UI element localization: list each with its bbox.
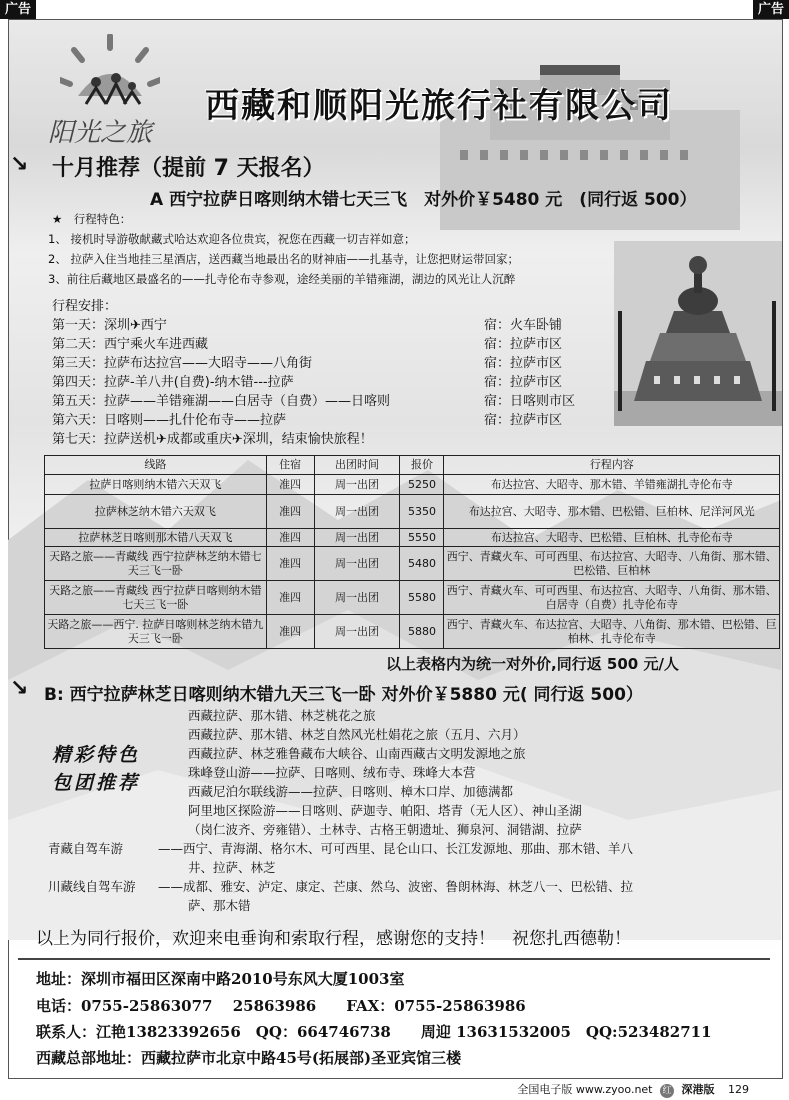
schedule-day-7: 第七天：拉萨送机✈成都或重庆✈深圳，结束愉快旅程！ (52, 432, 373, 447)
company-name: 西藏和顺阳光旅行社有限公司 (205, 86, 673, 126)
feature-1: 1、 接机时导游敬献藏式哈达欢迎各位贵宾，祝您在西藏一切吉祥如意； (48, 232, 416, 246)
special-item-7: （岗仁波齐、旁雍错）、土林寺、古格王朝遗址、狮泉河、洞错湖、拉萨 (188, 822, 582, 837)
departure-cell: 周一出团 (314, 475, 400, 495)
hotel-cell: 准四 (266, 581, 314, 615)
drive-tour-label-1: 青藏自驾车游 (48, 841, 124, 856)
table-note: 以上表格内为统一对外价,同行返 500 元/人 (386, 655, 679, 673)
header-route: 线路 (45, 456, 267, 475)
feature-3: 3、前往后藏地区最盛名的——扎寺伦布寺参观，途经美丽的羊错雍湖，湖边的风光让人沉醉 (48, 272, 516, 286)
special-item-4: 珠峰登山游——拉萨、日喀则、绒布寺、珠峰大本营 (188, 765, 476, 780)
route-cell: 天路之旅——西宁. 拉萨日喀则林芝纳木错九天三飞一卧 (45, 615, 267, 649)
itinerary-cell: 布达拉宫、大昭寺、巴松错、巨柏林、扎寺伦布寺 (444, 529, 780, 547)
arrow-icon: ↘ (10, 676, 29, 701)
drive-tour-text-1: ——西宁、青海湖、格尔木、可可西里、昆仑山口、长江发源地、那曲、那木错、羊八 (158, 841, 634, 856)
schedule-stay-6: 宿：拉萨市区 (484, 413, 563, 428)
schedule-day-6: 第六天：日喀则——扎什伦布寺——拉萨 (52, 413, 287, 428)
header-itinerary: 行程内容 (444, 456, 780, 475)
schedule-day-1: 第一天：深圳✈西宁 (52, 318, 167, 333)
departure-cell: 周一出团 (314, 495, 400, 529)
table-row (45, 495, 780, 529)
special-item-6: 阿里地区探险游——日喀则、萨迦寺、帕阳、塔青（无人区）、神山圣湖 (188, 803, 582, 818)
schedule-day-2: 第二天：西宁乘火车进西藏 (52, 337, 209, 352)
route-cell: 天路之旅——青藏线 西宁拉萨日喀则纳木错七天三飞一卧 (45, 581, 267, 615)
schedule-stay-2: 宿：拉萨市区 (484, 337, 563, 352)
schedule-title: 行程安排： (52, 299, 118, 314)
line-b-title: B: 西宁拉萨林芝日喀则纳木错九天三飞一卧 对外价￥5880 元( 同行返 500） (44, 685, 643, 705)
schedule-day-5: 第五天：拉萨——羊错雍湖——白居寺（自费）——日喀则 (52, 394, 391, 409)
drive-tour-text-2b: 萨、那木错 (188, 898, 251, 913)
special-item-2: 西藏拉萨、那木错、林芝自然风光杜娟花之旅（五月、六月） (188, 727, 526, 742)
schedule-day-3: 第三天：拉萨布达拉宫——大昭寺——八角街 (52, 356, 313, 371)
line-a-title: A 西宁拉萨日喀则纳木错七天三飞 对外价￥5480 元 (同行返 500） (150, 190, 697, 210)
special-label-2: 包团推荐 (52, 772, 141, 794)
hotel-cell: 准四 (266, 495, 314, 529)
itinerary-cell: 西宁、青藏火车、布达拉宫、大昭寺、八角街、那木错、巴松错、巨柏林、扎寺伦布寺 (444, 615, 780, 649)
arrow-icon: ↘ (10, 152, 29, 177)
price-cell: 5580 (400, 581, 444, 615)
departure-cell: 周一出团 (314, 547, 400, 581)
table-row (45, 475, 780, 495)
ad-tag-left: 广告 (0, 0, 36, 19)
table-row (45, 529, 780, 547)
schedule-day-4: 第四天：拉萨-羊八井(自费)-纳木错---拉萨 (52, 375, 294, 390)
header-departure: 出团时间 (314, 456, 400, 475)
itinerary-cell: 布达拉宫、大昭寺、那木错、羊错雍湖扎寺伦布寺 (444, 475, 780, 495)
departure-cell: 周一出团 (314, 581, 400, 615)
address: 地址：深圳市福田区深南中路2010号东风大厦1003室 (36, 970, 405, 988)
route-cell: 拉萨林芝纳木错六天双飞 (45, 495, 267, 529)
route-cell: 拉萨林芝日喀则那木错八天双飞 (45, 529, 267, 547)
price-cell: 5250 (400, 475, 444, 495)
schedule-stay-4: 宿：拉萨市区 (484, 375, 563, 390)
logo-text: 阳光之旅 (48, 118, 153, 148)
divider (18, 958, 770, 960)
price-cell: 5480 (400, 547, 444, 581)
tour-price-table (44, 455, 780, 649)
page-footer (517, 1081, 749, 1098)
itinerary-cell: 布达拉宫、大昭寺、那木错、巴松错、巨柏林、尼洋河风光 (444, 495, 780, 529)
phone: 电话：0755-25863077 25863986 FAX：0755-25863986 (36, 997, 526, 1015)
schedule-stay-1: 宿：火车卧铺 (484, 318, 563, 333)
price-cell: 5880 (400, 615, 444, 649)
hq-address: 西藏总部地址：西藏拉萨市北京中路45号(拓展部)圣亚宾馆三楼 (36, 1049, 462, 1067)
edition-badge-icon: 红 (660, 1084, 674, 1098)
hotel-cell: 准四 (266, 529, 314, 547)
sun-logo-icon (60, 34, 160, 118)
header-hotel: 住宿 (266, 456, 314, 475)
region-text: 深港版 (681, 1083, 715, 1096)
special-item-5: 西藏尼泊尔联线游——拉萨、日喀则、樟木口岸、加德满都 (188, 784, 514, 799)
drive-tour-text-2: ——成都、雅安、泸定、康定、芒康、然乌、波密、鲁朗林海、林芝八一、巴松错、拉 (158, 879, 634, 894)
special-item-3: 西藏拉萨、林芝雅鲁藏布大峡谷、山南西藏古文明发源地之旅 (188, 746, 526, 761)
price-cell: 5550 (400, 529, 444, 547)
hotel-cell: 准四 (266, 547, 314, 581)
promo-heading: 十月推荐（提前 7 天报名） (52, 156, 325, 181)
drive-tour-text-1b: 井、拉萨、林芝 (188, 860, 276, 875)
special-item-1: 西藏拉萨、那木错、林芝桃花之旅 (188, 708, 376, 723)
drive-tour-label-2: 川藏线自驾车游 (48, 879, 136, 894)
special-label-1: 精彩特色 (52, 744, 141, 766)
hotel-cell: 准四 (266, 615, 314, 649)
table-row (45, 615, 780, 649)
table-row (45, 547, 780, 581)
route-cell: 拉萨日喀则纳木错六天双飞 (45, 475, 267, 495)
hotel-cell: 准四 (266, 475, 314, 495)
temple-photo (614, 241, 782, 426)
ad-tag-right: 广告 (753, 0, 789, 19)
itinerary-cell: 西宁、青藏火车、可可西里、布达拉宫、大昭寺、八角街、那木错、白居寺（自费）扎寺伦布寺 (444, 581, 780, 615)
header-price: 报价 (400, 456, 444, 475)
closing-text: 以上为同行报价，欢迎来电垂询和索取行程，感谢您的支持！ 祝您扎西德勒！ (36, 929, 631, 949)
features-title: ★ 行程特色： (52, 212, 132, 226)
table-row (45, 581, 780, 615)
table-header-row (45, 456, 780, 475)
itinerary-cell: 西宁、青藏火车、可可西里、布达拉宫、大昭寺、八角街、那木错、巴松错、巨柏林 (444, 547, 780, 581)
schedule-stay-3: 宿：拉萨市区 (484, 356, 563, 371)
edition-text: 全国电子版 www.zyoo.net (517, 1083, 653, 1096)
departure-cell: 周一出团 (314, 615, 400, 649)
schedule-stay-5: 宿：日喀则市区 (484, 394, 576, 409)
page-number: 129 (728, 1083, 749, 1096)
price-cell: 5350 (400, 495, 444, 529)
feature-2: 2、 拉萨入住当地挂三星酒店，送西藏当地最出名的财神庙——扎基寺，让您把财运带回家； (48, 252, 519, 266)
contact-people: 联系人：江艳13823392656 QQ：664746738 周迎 13631532005 QQ:523482711 (36, 1023, 712, 1041)
route-cell: 天路之旅——青藏线 西宁拉萨林芝纳木错七天三飞一卧 (45, 547, 267, 581)
departure-cell: 周一出团 (314, 529, 400, 547)
